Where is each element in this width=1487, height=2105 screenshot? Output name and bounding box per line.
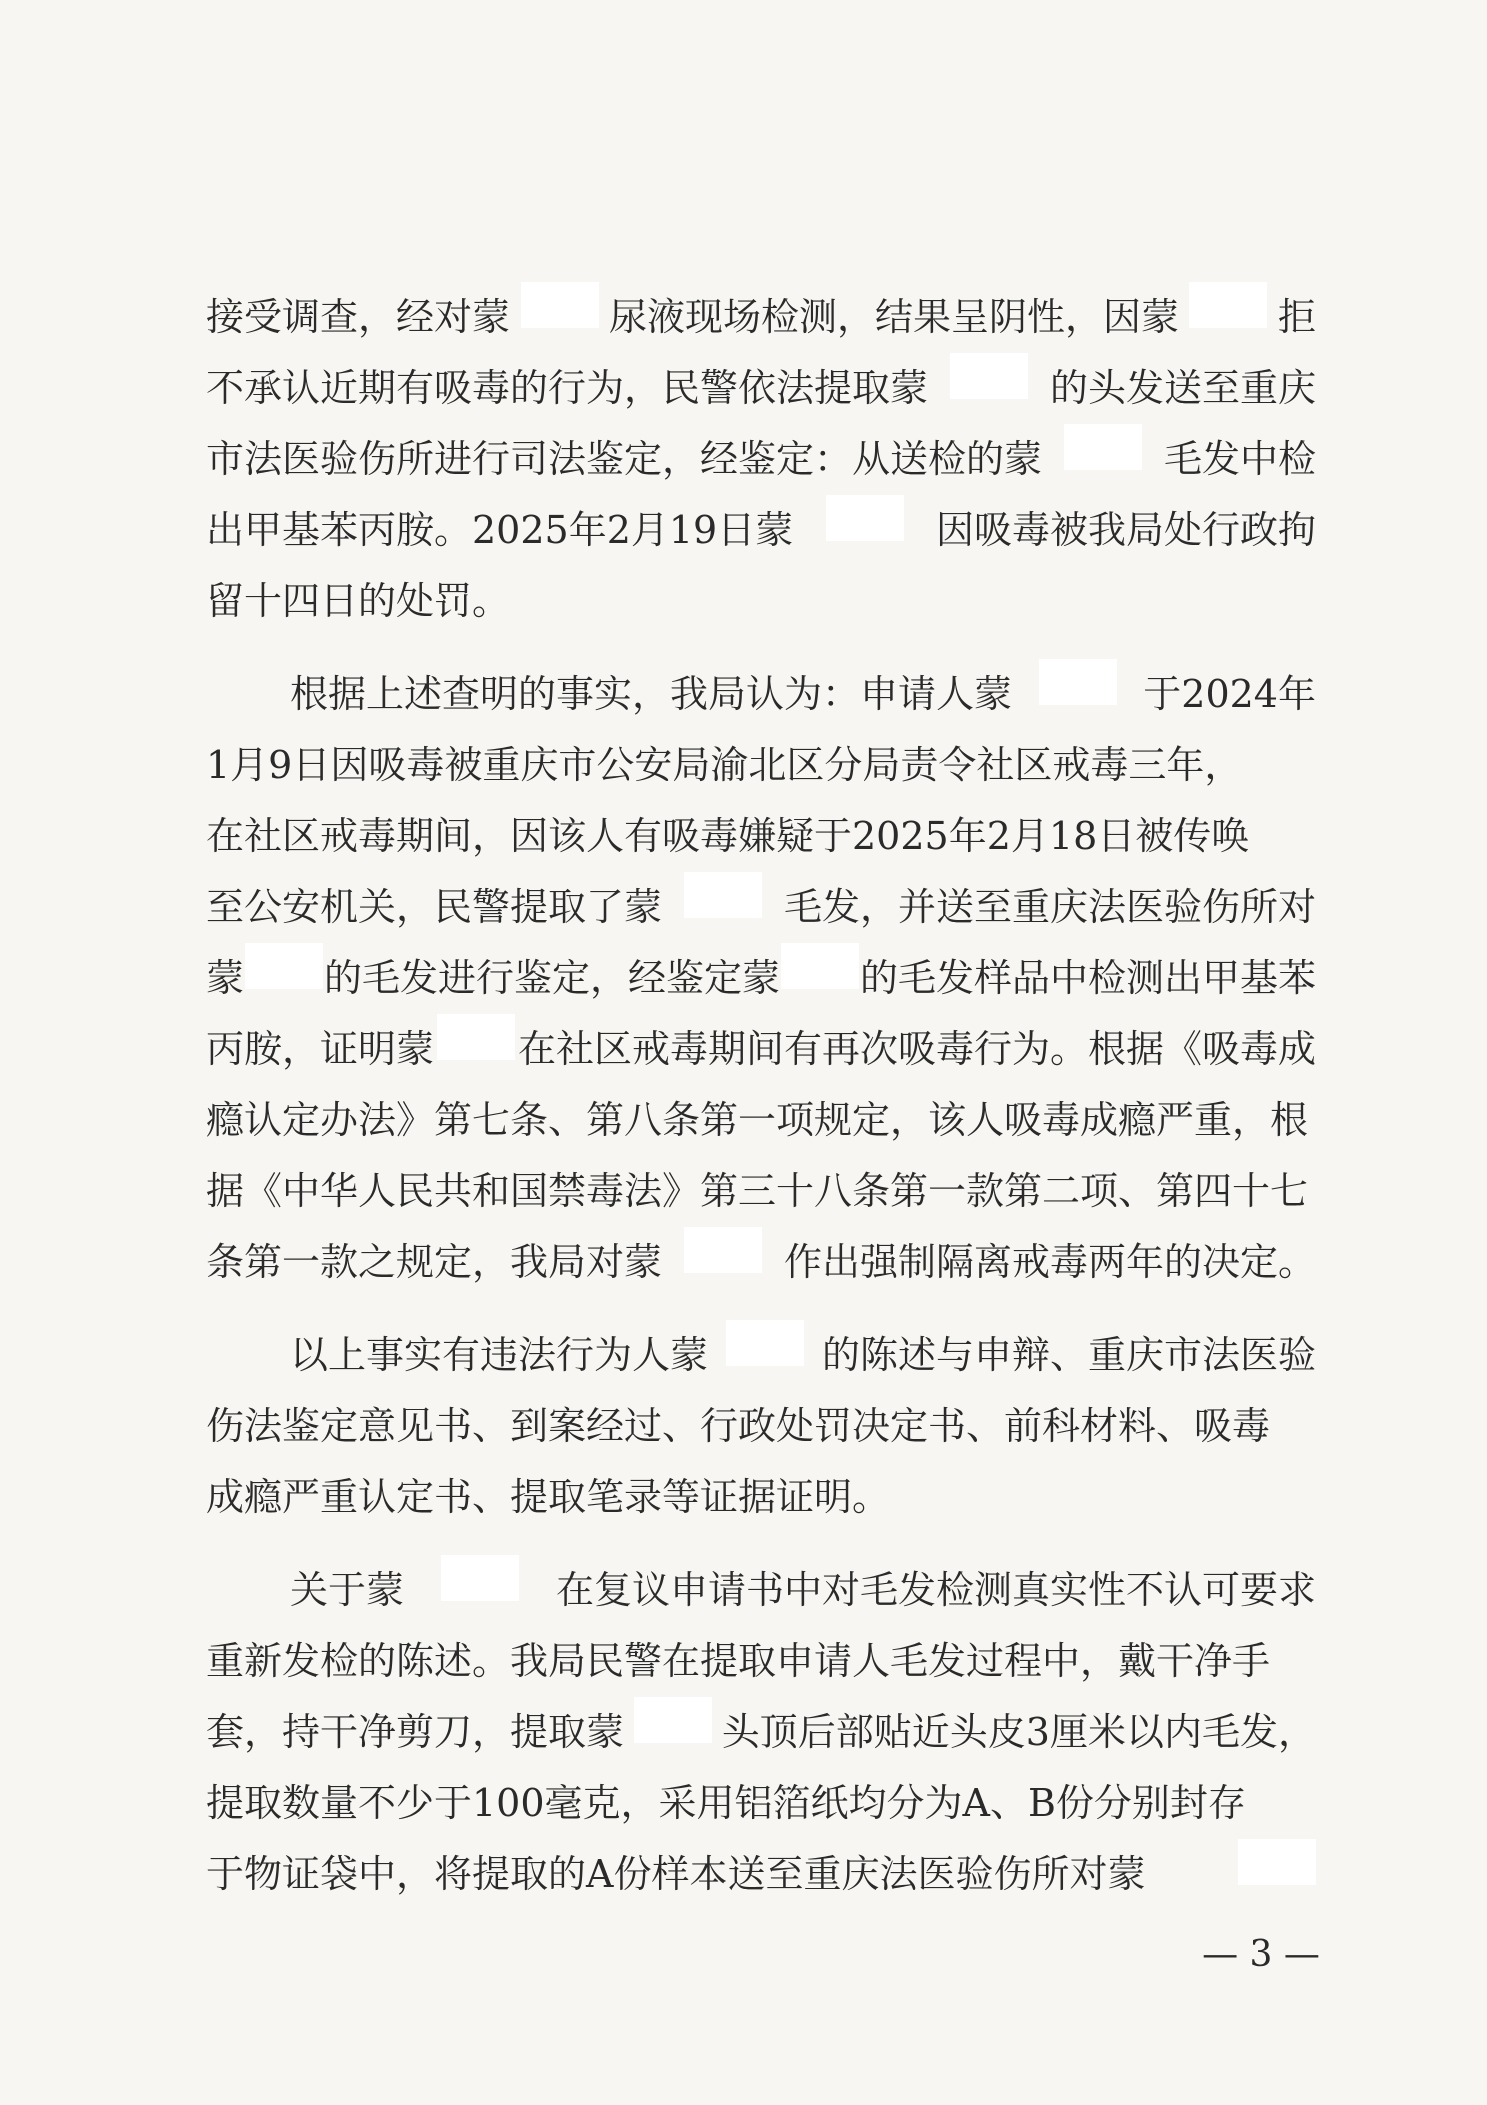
paragraph-gap bbox=[206, 1298, 1316, 1320]
redaction-box bbox=[684, 872, 762, 918]
text-segment: 1月9日因吸毒被重庆市公安局渝北区分局责令社区戒毒三年， bbox=[206, 743, 1243, 787]
page-number: — 3 — bbox=[1202, 1934, 1320, 1975]
text-segment: 条第一款之规定，我局对蒙 bbox=[206, 1240, 663, 1284]
redaction-box bbox=[634, 1697, 712, 1743]
text-segment: 成瘾严重认定书、提取笔录等证据证明。 bbox=[206, 1475, 891, 1519]
text-segment: 不承认近期有吸毒的行为，民警依法提取蒙 bbox=[206, 366, 929, 410]
text-segment: 丙胺，证明蒙 bbox=[206, 1027, 435, 1071]
text-segment: 接受调查，经对蒙 bbox=[206, 295, 511, 339]
redaction-box bbox=[684, 1227, 762, 1273]
text-line bbox=[206, 566, 1316, 637]
text-line bbox=[206, 1462, 1316, 1533]
text-segment: 的头发送至重庆 bbox=[1049, 366, 1316, 410]
text-segment: 头顶后部贴近头皮3厘米以内毛发， bbox=[721, 1710, 1316, 1754]
text-segment: 套，持干净剪刀，提取蒙 bbox=[206, 1710, 625, 1754]
text-segment: 在社区戒毒期间，因该人有吸毒嫌疑于2025年2月18日被传唤 bbox=[206, 814, 1250, 858]
redaction-box bbox=[950, 353, 1028, 399]
text-segment: 重新发检的陈述。我局民警在提取申请人毛发过程中，戴干净手 bbox=[206, 1639, 1271, 1683]
text-line bbox=[206, 424, 1316, 495]
text-segment: 的陈述与申辩、重庆市法医验 bbox=[821, 1333, 1316, 1377]
redaction-box bbox=[1064, 424, 1142, 470]
text-line bbox=[206, 1227, 1316, 1298]
text-segment: 毛发，并送至重庆法医验伤所对 bbox=[783, 885, 1316, 929]
text-segment: 尿液现场检测，结果呈阴性，因蒙 bbox=[608, 295, 1179, 339]
text-segment: 的毛发样品中检测出甲基苯 bbox=[859, 956, 1316, 1000]
redaction-box bbox=[245, 943, 323, 989]
redaction-box bbox=[1189, 282, 1267, 328]
text-line bbox=[206, 1768, 1316, 1839]
text-segment: 在社区戒毒期间有再次吸毒行为。根据《吸毒成 bbox=[517, 1027, 1316, 1071]
text-line bbox=[206, 1697, 1316, 1768]
text-line bbox=[206, 1555, 1316, 1626]
text-segment: 作出强制隔离戒毒两年的决定。 bbox=[783, 1240, 1316, 1284]
text-line bbox=[206, 1014, 1316, 1085]
text-segment: 拒 bbox=[1277, 295, 1316, 339]
text-line bbox=[206, 730, 1316, 801]
text-segment: 的毛发进行鉴定，经鉴定蒙 bbox=[323, 956, 780, 1000]
text-line bbox=[206, 1626, 1316, 1697]
text-line bbox=[206, 801, 1316, 872]
text-segment: 于物证袋中，将提取的A份样本送至重庆法医验伤所对蒙 bbox=[206, 1852, 1146, 1896]
redaction-box bbox=[826, 495, 904, 541]
redaction-box bbox=[1039, 659, 1117, 705]
text-segment: 据《中华人民共和国禁毒法》第三十八条第一款第二项、第四十七 bbox=[206, 1169, 1309, 1213]
text-segment: 以上事实有违法行为人蒙 bbox=[290, 1333, 709, 1377]
text-segment: 蒙 bbox=[206, 956, 245, 1000]
text-line bbox=[206, 1391, 1316, 1462]
redaction-box bbox=[726, 1320, 804, 1366]
redaction-box bbox=[441, 1555, 519, 1601]
text-segment: 根据上述查明的事实，我局认为：申请人蒙 bbox=[290, 672, 1013, 716]
text-segment: 关于蒙 bbox=[290, 1568, 405, 1612]
text-segment: 出甲基苯丙胺。2025年2月19日蒙 bbox=[206, 508, 794, 552]
redaction-box bbox=[437, 1014, 515, 1060]
text-line bbox=[206, 872, 1316, 943]
text-line bbox=[206, 1320, 1316, 1391]
paragraph-gap bbox=[206, 1533, 1316, 1555]
text-segment: 瘾认定办法》第七条、第八条第一项规定，该人吸毒成瘾严重，根 bbox=[206, 1098, 1309, 1142]
text-line bbox=[206, 943, 1316, 1014]
text-line bbox=[206, 495, 1316, 566]
text-segment: 伤法鉴定意见书、到案经过、行政处罚决定书、前科材料、吸毒 bbox=[206, 1404, 1271, 1448]
text-line bbox=[206, 1085, 1316, 1156]
redaction-box bbox=[781, 943, 859, 989]
text-line bbox=[206, 353, 1316, 424]
redaction-box bbox=[521, 282, 599, 328]
text-line bbox=[206, 659, 1316, 730]
text-segment: 提取数量不少于100毫克，采用铝箔纸均分为A、B份分别封存 bbox=[206, 1781, 1246, 1825]
text-segment: 于2024年 bbox=[1143, 672, 1316, 716]
text-line bbox=[206, 282, 1316, 353]
text-line bbox=[206, 1839, 1316, 1910]
redaction-box bbox=[1238, 1839, 1316, 1885]
text-segment: 毛发中检 bbox=[1163, 437, 1316, 481]
paragraph-gap bbox=[206, 637, 1316, 659]
body-text bbox=[206, 282, 1316, 1910]
text-segment: 至公安机关，民警提取了蒙 bbox=[206, 885, 663, 929]
text-segment: 市法医验伤所进行司法鉴定，经鉴定：从送检的蒙 bbox=[206, 437, 1043, 481]
text-segment: 在复议申请书中对毛发检测真实性不认可要求 bbox=[555, 1568, 1316, 1612]
text-segment: 因吸毒被我局处行政拘 bbox=[935, 508, 1316, 552]
text-line bbox=[206, 1156, 1316, 1227]
text-segment: 留十四日的处罚。 bbox=[206, 579, 511, 623]
